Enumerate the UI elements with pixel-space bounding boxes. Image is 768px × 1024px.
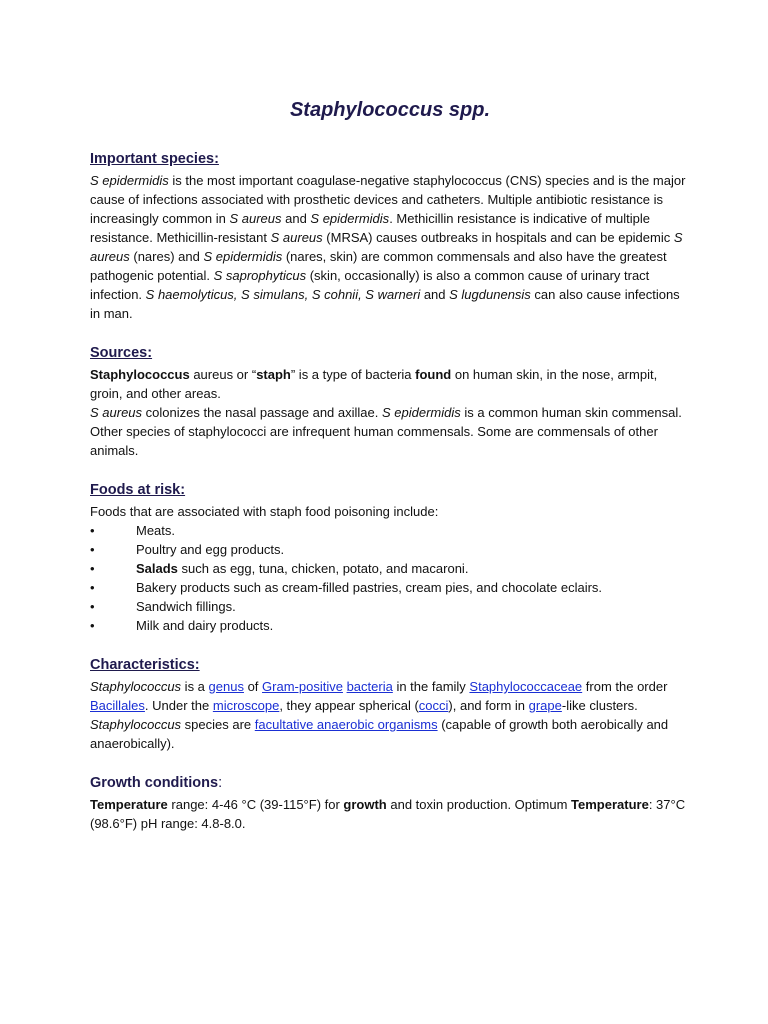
list-item: • Sandwich fillings. bbox=[90, 599, 236, 614]
link-genus[interactable]: genus bbox=[208, 679, 244, 694]
bullet-icon: • bbox=[90, 618, 95, 633]
link-bacteria[interactable]: bacteria bbox=[346, 679, 393, 694]
link-grape[interactable]: grape bbox=[528, 698, 562, 713]
link-bacillales[interactable]: Bacillales bbox=[90, 698, 145, 713]
list-item: • Meats. bbox=[90, 523, 176, 538]
section-sources bbox=[90, 344, 690, 460]
page-title: Staphylococcus spp. bbox=[289, 99, 491, 121]
heading-foods-at-risk: Foods at risk: bbox=[90, 482, 186, 498]
bullet-icon: • bbox=[90, 523, 95, 538]
section-important-species bbox=[90, 150, 690, 323]
list-item: • Poultry and egg products. bbox=[90, 542, 285, 557]
heading-sources: Sources: bbox=[90, 345, 153, 361]
bullet-icon: • bbox=[90, 542, 95, 557]
document-page bbox=[90, 96, 690, 854]
foods-list bbox=[90, 521, 690, 635]
section-characteristics bbox=[90, 656, 690, 753]
heading-important-species: Important species: bbox=[90, 151, 219, 167]
characteristics-paragraph: Staphylococcus is a genus of Gram-positive bacteria in the family Staphylococcaceae from the order Bacillales. Under the microscope, they appear spherical (cocci), and form in grape-like clusters. Staphylococcus species are facultative anaerobic organisms (capable of growth both aerobically and anaerobically). bbox=[90, 679, 669, 751]
heading-characteristics: Characteristics: bbox=[90, 657, 200, 673]
foods-intro: Foods that are associated with staph food poisoning include: bbox=[90, 504, 439, 519]
growth-paragraph: Temperature range: 4-46 °C (39-115°F) for growth and toxin production. Optimum Temperature: 37°C (98.6°F) pH range: 4.8-8.0. bbox=[90, 797, 686, 831]
list-item: • Bakery products such as cream-filled pastries, cream pies, and chocolate eclairs. bbox=[90, 580, 603, 595]
bullet-icon: • bbox=[90, 580, 95, 595]
link-facultative-anaerobic-organisms[interactable]: facultative anaerobic organisms bbox=[254, 717, 438, 732]
link-staphylococcaceae[interactable]: Staphylococcaceae bbox=[469, 679, 583, 694]
section-foods-at-risk bbox=[90, 481, 690, 635]
link-microscope[interactable]: microscope bbox=[212, 698, 280, 713]
species-paragraph: S epidermidis is the most important coagulase-negative staphylococcus (CNS) species and is the major cause of infections associated with prosthetic devices and catheters. Multiple antibiotic resistance is increasingly common in S aureus and S epidermidis. Methicillin resistance is indicative of multiple resistance. Methicillin-resistant S aureus (MRSA) causes outbreaks in hospitals and can be epidemic S aureus (nares) and S epidermidis (nares, skin) are common commensals and also have the greatest pathogenic potential. S saprophyticus (skin, occasionally) is also a common cause of urinary tract infection. S haemolyticus, S simulans, S cohnii, S warneri and S lugdunensis can also cause infections in man. bbox=[90, 173, 686, 321]
sources-paragraph-2: S aureus colonizes the nasal passage and axillae. S epidermidis is a common human skin commensal. Other species of staphylococci are infrequent human commensals. Some are commensals of other animals. bbox=[90, 405, 682, 458]
link-gram-positive[interactable]: Gram-positive bbox=[262, 679, 343, 694]
link-cocci[interactable]: cocci bbox=[418, 698, 449, 713]
section-growth-conditions bbox=[90, 774, 690, 833]
heading-growth-conditions: Growth conditions: bbox=[90, 775, 223, 791]
bullet-icon: • bbox=[90, 599, 95, 614]
sources-paragraph-1: Staphylococcus aureus or “staph” is a type of bacteria found on human skin, in the nose, armpit, groin, and other areas. bbox=[90, 367, 658, 401]
bullet-icon: • bbox=[90, 561, 95, 576]
list-item: • Milk and dairy products. bbox=[90, 618, 274, 633]
list-item: • Salads such as egg, tuna, chicken, potato, and macaroni. bbox=[90, 561, 469, 576]
